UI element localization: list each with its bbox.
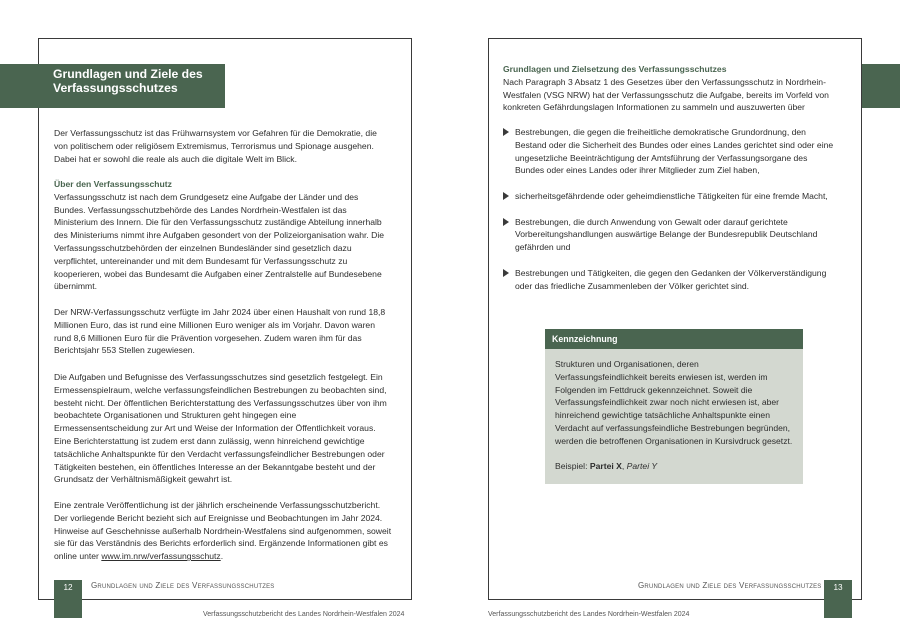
left-para-2: Der NRW-Verfassungsschutz verfügte im Jahr 2024 über einen Haushalt von rund 18,8 Millionen Euro, das ist rund eine Millionen Euro weniger als im Vorjahr. Davon waren rund 8,6 Millionen Euro für die Prävention vorgesehen. Zudem waren ihm für das Berichtsjahr 553 Stellen zugewiesen. [54, 307, 386, 356]
left-para-1: Verfassungsschutz ist nach dem Grundgesetz eine Aufgabe der Länder und des Bundes. Verfassungsschutzbehörde des Landes Nordrhein-Westfalen ist das Ministerium des Innern. Die für den Verfassungsschutz zuständige Abteilung innerhalb des Ministeriums nimmt ihre Aufgaben gesondert von der Polizeiorganisation wahr. Die Verfassungsschutzbehörden der einzelnen Bundesländer sind gesetzlich dazu verpflichtet, untereinander und mit dem Bundesamt für Verfassungsschutz zu kooperieren, wobei das Bundesamt die Aufgaben einer Zentralstelle auf Bundesebene übernimmt. [54, 191, 385, 292]
footer-right: Verfassungsschutzbericht des Landes Nordrhein-Westfalen 2024 [488, 611, 690, 618]
triangle-bullet-icon [503, 269, 509, 277]
running-header-right: Grundlagen und Ziele des Verfassungsschutzes [638, 581, 822, 590]
left-para-4 [54, 499, 392, 563]
page-number-right: 13 [824, 580, 852, 618]
box-example: Beispiel: Partei X, Partei Y [555, 461, 658, 472]
right-page-frame [488, 38, 862, 600]
right-intro: Nach Paragraph 3 Absatz 1 des Gesetzes über den Verfassungsschutz in Nordrhein-Westfalen (VSG NRW) hat der Verfassungsschutz die Aufgabe, bereits im Vorfeld von konkreten Gefährdungslagen Informationen zu sammeln und auszuwerten über [503, 76, 829, 113]
right-intro-block [503, 63, 837, 114]
left-section [54, 178, 392, 293]
task-list [503, 126, 837, 305]
page-number-left: 12 [54, 580, 82, 618]
footer-left: Verfassungsschutzbericht des Landes Nordrhein-Westfalen 2024 [203, 611, 405, 618]
list-item: sicherheitsgefährdende oder geheimdienstliche Tätigkeiten für eine fremde Macht, [503, 190, 837, 203]
list-item: Bestrebungen, die gegen die freiheitliche demokratische Grundordnung, den Bestand oder die Sicherheit des Bundes oder eines Landes gerichtet sind oder eine ungesetzliche Beeinträchtigung der Amtsführung der Verfassungsorgane des Bundes oder eines Landes oder ihrer Mitglieder zum Ziel haben, [503, 126, 837, 177]
triangle-bullet-icon [503, 192, 509, 200]
left-para-4-text: Eine zentrale Veröffentlichung ist der jährlich erscheinende Verfassungsschutzbericht. Der vorliegende Bericht bezieht sich auf Ereignisse und Beobachtungen im Jahr 2024. Hinweise auf Geschehnisse außerhalb Nordrhein-Westfalens sind aufgenommen, soweit sie für das Verständnis des Berichts erforderlich sind. Ergänzende Informationen gibt es online unter [54, 500, 392, 562]
box-title: Kennzeichnung [545, 329, 803, 349]
example-italic: Partei Y [626, 461, 658, 472]
kennzeichnung-box [545, 329, 803, 484]
list-item: Bestrebungen und Tätigkeiten, die gegen den Gedanken der Völkerverständigung oder das friedliche Zusammenleben der Völker gerichtet sind. [503, 267, 837, 293]
verfassungsschutz-link[interactable]: www.im.nrw/verfassungsschutz [101, 551, 221, 562]
left-intro: Der Verfassungsschutz ist das Frühwarnsystem vor Gefahren für die Demokratie, die von politischem oder religiösem Extremismus, Terrorismus und Spionage ausgehen. Dabei hat er sowohl die reale als auch die digitale Welt im Blick. [54, 128, 377, 164]
example-bold: Partei X [589, 461, 622, 472]
link-suffix: . [220, 551, 224, 562]
left-para-3: Die Aufgaben und Befugnisse des Verfassungsschutzes sind gesetzlich festgelegt. Ein Ermessenspielraum, welche verfassungsfeindlichen Bestrebungen zu beobachten sind, besteht nicht. Der öffentlichen Berichterstattung des Verfassungsschutzes über von ihm beobachtete Organisationen und Strukturen geht hingegen eine Ermessensentscheidung zur Art und Weise der Information der Öffentlichkeit voraus. Eine Berichterstattung ist zudem erst dann zulässig, wenn hinreichend gewichtige tatsächliche Anhaltspunkte für den Verdacht verfassungsfeindlicher Bestrebungen oder Tätigkeiten bestehen, ein öffentliches Interesse an der Bekanntgabe besteht und der Grundsatz der Verhältnismäßigkeit gewahrt ist. [54, 372, 387, 485]
triangle-bullet-icon [503, 128, 509, 136]
triangle-bullet-icon [503, 218, 509, 226]
running-header-left: Grundlagen und Ziele des Verfassungsschutzes [91, 581, 275, 590]
right-edge-tab [862, 64, 900, 108]
section-heading: Über den Verfassungsschutz [54, 179, 172, 189]
chapter-title: Grundlagen und Ziele des Verfassungsschutzes [0, 64, 225, 108]
box-body [545, 349, 803, 473]
list-item: Bestrebungen, die durch Anwendung von Gewalt oder darauf gerichtete Vorbereitungshandlungen auswärtige Belange der Bundesrepublik Deutschland gefährden und [503, 216, 837, 254]
box-text: Strukturen und Organisationen, deren Verfassungsfeindlichkeit bereits erwiesen ist, werden im Folgenden im Fettdruck gekennzeichnet. Soweit die Verfassungsfeindlichkeit zwar noch nicht erwiesen ist, aber hinreichend gewichtige tatsächliche Anhaltspunkte einen Verdacht auf verfassungsfeindliche Bestrebungen begründen, werden die betroffenen Organisationen in Kursivdruck gesetzt. [555, 359, 793, 446]
right-heading: Grundlagen und Zielsetzung des Verfassungsschutzes [503, 64, 727, 74]
